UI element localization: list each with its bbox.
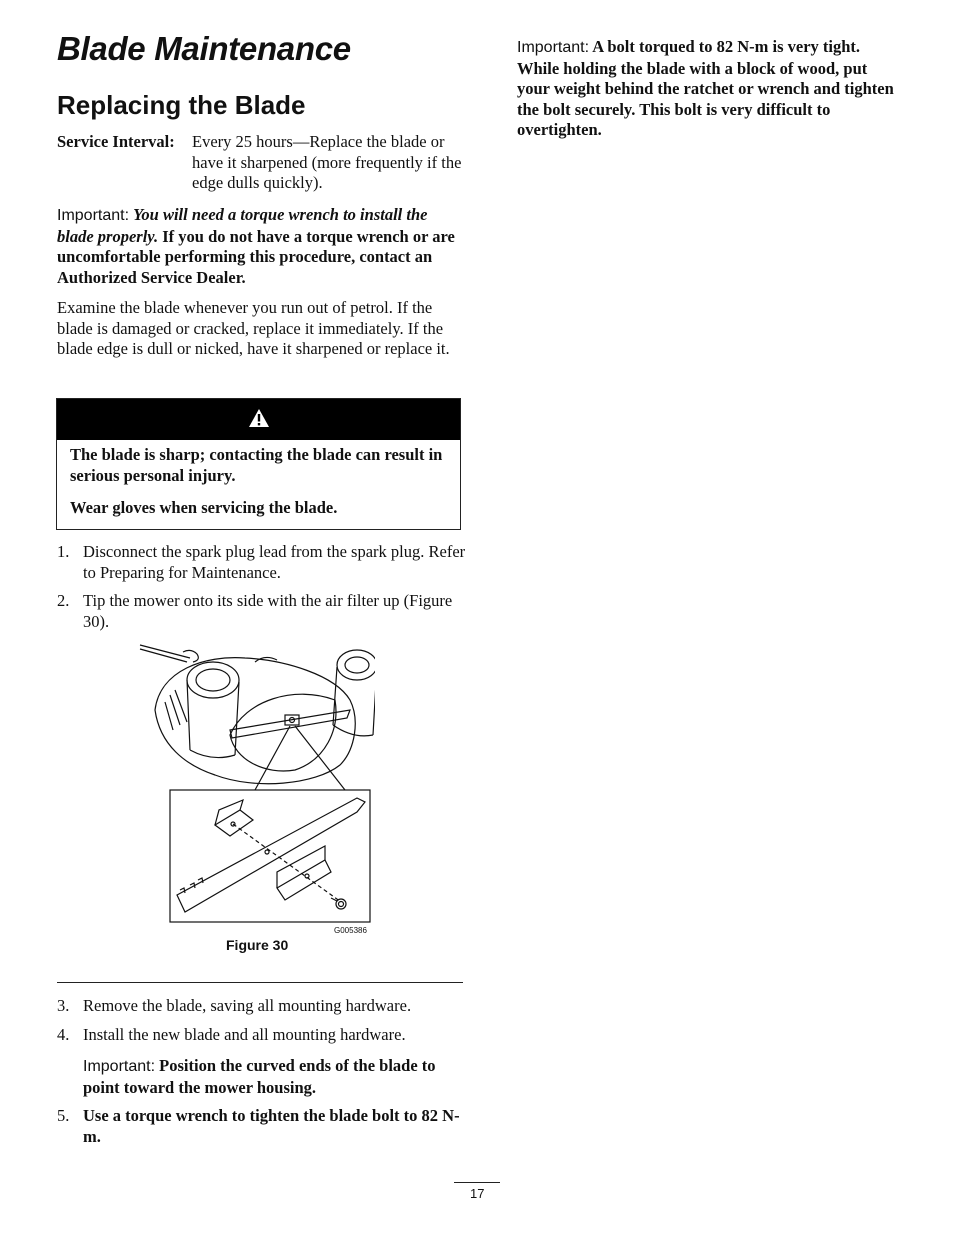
examine-paragraph: Examine the blade whenever you run out of petrol. If the blade is damaged or cracked, replace it immediately. If the blade edge is dull or nicked, have it sharpened or replace it. — [57, 298, 450, 358]
section-heading: Replacing the Blade — [57, 90, 306, 120]
step-number: 5. — [57, 1106, 70, 1125]
step-number: 2. — [57, 591, 70, 610]
figure-caption: Figure 30 — [226, 937, 289, 953]
important-note-torque-wrench — [57, 205, 467, 288]
important-label: Important: — [83, 1058, 156, 1075]
important-label: Important: — [517, 39, 590, 56]
page-number-rule — [454, 1182, 500, 1183]
warning-header — [57, 399, 460, 440]
step-text: Use a torque wrench to tighten the blade bolt to 82 N-m. — [83, 1106, 460, 1146]
step-number: 1. — [57, 542, 70, 561]
step-text: Remove the blade, saving all mounting hardware. — [83, 996, 412, 1015]
divider-rule — [57, 982, 463, 983]
figure-id: G005386 — [334, 926, 367, 935]
step-number: 4. — [57, 1025, 70, 1044]
warning-text-gloves: Wear gloves when servicing the blade. — [70, 498, 338, 517]
page-title: Blade Maintenance — [57, 30, 351, 67]
important-label: Important: — [57, 207, 130, 224]
step-text: Disconnect the spark plug lead from the spark plug. Refer to Preparing for Maintenance. — [83, 542, 466, 582]
important-text: If you do not have a torque wrench or are uncomfortable performing this procedure, contact an Authorized Service Dealer. — [57, 226, 455, 287]
service-interval-text: Every 25 hours—Replace the blade or have it sharpened (more frequently if the edge dulls quickly). — [192, 132, 462, 192]
important-italic-text: You will need a torque wrench to install the blade properly. — [57, 205, 428, 246]
warning-text-sharp: The blade is sharp; contacting the blade can result in serious personal injury. — [70, 445, 443, 485]
important-text: Position the curved ends of the blade to point toward the mower housing. — [83, 1056, 436, 1097]
important-note-torque — [517, 37, 897, 141]
page-number: 17 — [470, 1186, 485, 1201]
warning-box — [56, 398, 461, 530]
step-text: Install the new blade and all mounting hardware. — [83, 1025, 406, 1044]
warning-triangle-icon — [248, 408, 270, 428]
important-text: A bolt torqued to 82 N-m is very tight. While holding the blade with a block of wood, put your weight behind the ratchet or wrench and tighten the bolt securely. This bolt is very difficult to overtighten. — [517, 37, 894, 139]
step-text: Tip the mower onto its side with the air filter up (Figure 30). — [83, 591, 453, 631]
mower-blade-illustration — [135, 640, 375, 940]
service-interval-label: Service Interval: — [57, 132, 175, 151]
important-note-blade-position — [83, 1056, 467, 1098]
step-number: 3. — [57, 996, 70, 1015]
